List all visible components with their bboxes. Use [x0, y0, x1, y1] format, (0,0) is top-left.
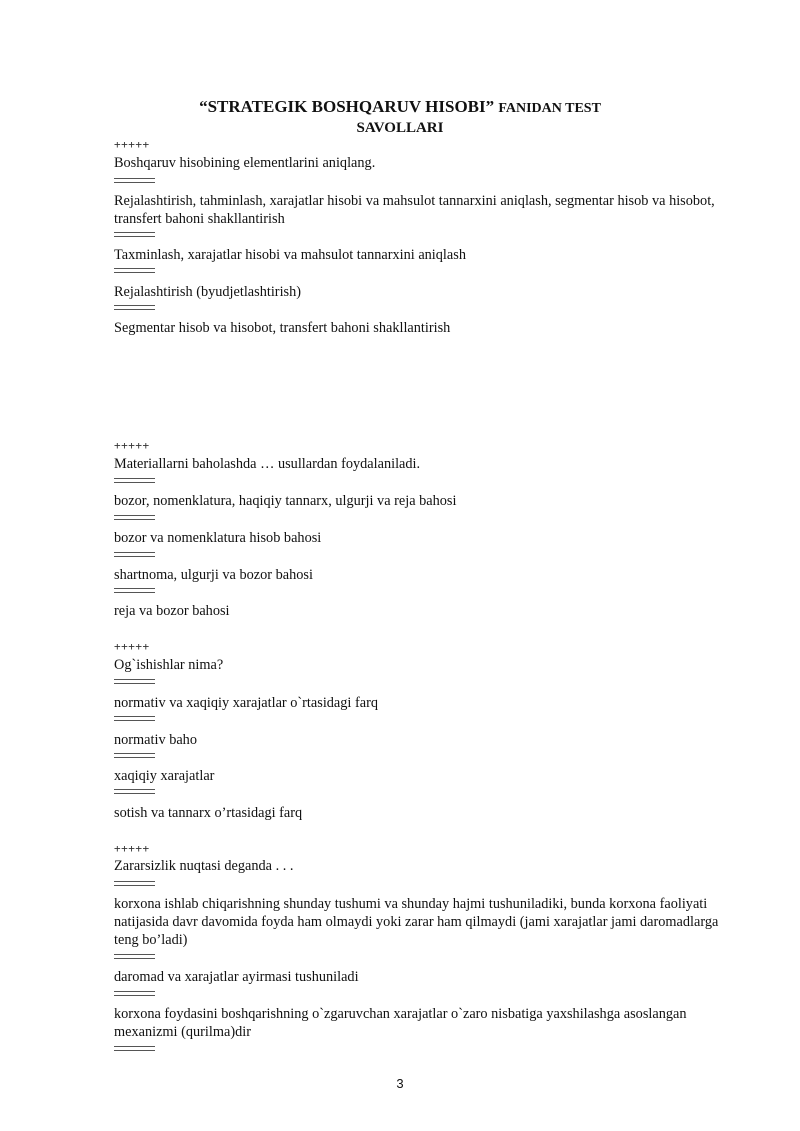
answer-option: bozor va nomenklatura hisob bahosi [114, 530, 322, 546]
answer-separator [114, 679, 155, 684]
answer-separator [114, 716, 155, 721]
page-number: 3 [396, 1076, 404, 1091]
question-text: Materiallarni baholashda … usullardan foydalaniladi. [114, 456, 421, 472]
page-title [0, 97, 800, 117]
answer-separator [114, 588, 155, 593]
answer-separator [114, 552, 155, 557]
answer-separator [114, 305, 155, 310]
answer-option: shartnoma, ulgurji va bozor bahosi [114, 567, 313, 583]
answer-option: korxona foydasini boshqarishning o`zgaruvchan xarajatlar o`zaro nisbatiga yaxshilashga asoslangan mexanizmi (qurilma)dir [114, 1006, 687, 1040]
question-text: Boshqaruv hisobining elementlarini aniqlang. [114, 155, 376, 171]
answer-separator [114, 881, 155, 886]
question-text: Zararsizlik nuqtasi deganda . . . [114, 858, 294, 874]
answer-option: normativ baho [114, 732, 197, 748]
title-suffix: FANIDAN TEST [498, 101, 601, 116]
answer-option: Rejalashtirish, tahminlash, xarajatlar hisobi va mahsulot tannarxini aniqlash, segmentar hisob va hisobot, transfert bahoni shakllantirish [114, 193, 715, 227]
answer-option: bozor, nomenklatura, haqiqiy tannarx, ulgurji va reja bahosi [114, 493, 457, 509]
question-marker: +++++ [114, 640, 150, 653]
answer-option: daromad va xarajatlar ayirmasi tushuniladi [114, 969, 359, 985]
answer-separator [114, 789, 155, 794]
answer-option: Taxminlash, xarajatlar hisobi va mahsulot tannarxini aniqlash [114, 247, 466, 263]
question-marker: +++++ [114, 138, 150, 151]
answer-option: sotish va tannarx o’rtasidagi farq [114, 805, 303, 821]
answer-option: Rejalashtirish (byudjetlashtirish) [114, 284, 302, 300]
answer-separator [114, 1046, 155, 1051]
answer-option: normativ va xaqiqiy xarajatlar o`rtasidagi farq [114, 695, 378, 711]
answer-separator [114, 178, 155, 183]
answer-separator [114, 478, 155, 483]
page-subtitle: SAVOLLARI [356, 120, 444, 136]
answer-option: reja va bozor bahosi [114, 603, 230, 619]
answer-separator [114, 954, 155, 959]
title-main: “STRATEGIK BOSHQARUV HISOBI” [199, 97, 495, 116]
question-text: Og`ishishlar nima? [114, 657, 224, 673]
question-marker: +++++ [114, 842, 150, 855]
answer-separator [114, 991, 155, 996]
answer-separator [114, 232, 155, 237]
answer-separator [114, 515, 155, 520]
answer-option: xaqiqiy xarajatlar [114, 768, 215, 784]
answer-option: korxona ishlab chiqarishning shunday tushumi va shunday hajmi tushuniladiki, bunda korxona faoliyati natijasida davr davomida foyda ham olmaydi yoki zarar ham qilmaydi (jami xarajatlar jami daromadlarga teng bo’ladi) [114, 896, 719, 948]
answer-option: Segmentar hisob va hisobot, transfert bahoni shakllantirish [114, 320, 451, 336]
answer-separator [114, 268, 155, 273]
answer-separator [114, 753, 155, 758]
question-marker: +++++ [114, 439, 150, 452]
